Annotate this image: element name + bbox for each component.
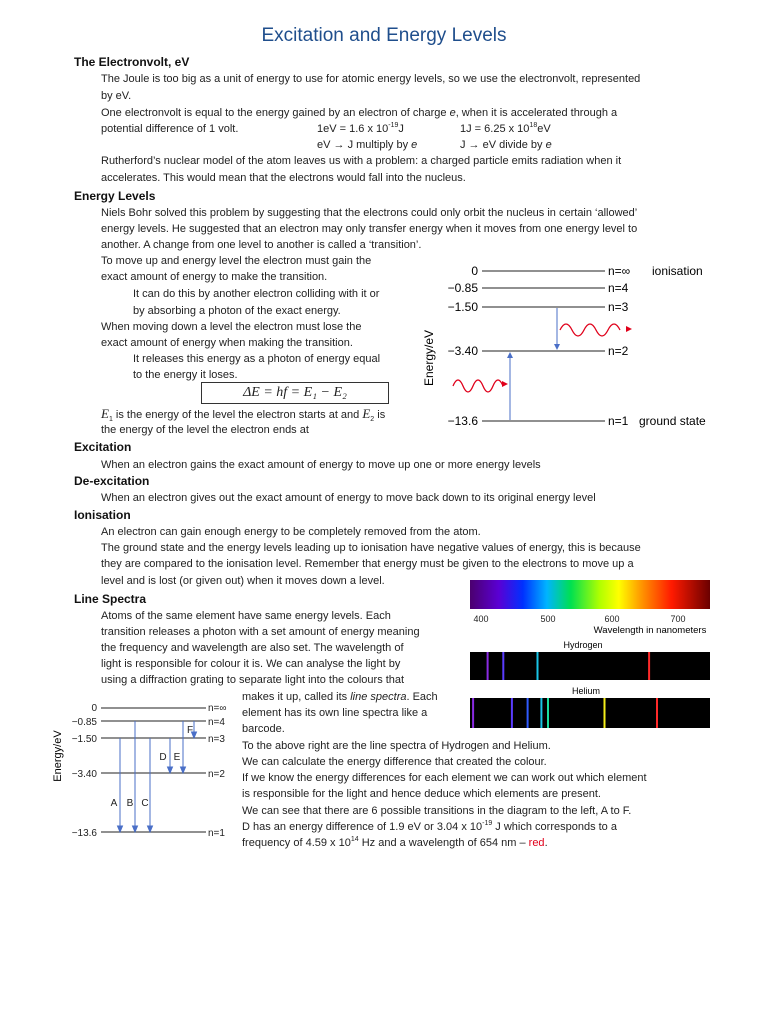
hydrogen-emission-line-486 bbox=[537, 652, 539, 680]
ls-line-8: barcode. bbox=[242, 723, 285, 735]
el-line-3: another. A change from one level to another is called a ‘transition’. bbox=[101, 239, 422, 251]
ls-line-9: To the above right are the line spectra of Hydrogen and Helium. bbox=[242, 740, 551, 752]
diagram2-energy-3: −3.40 bbox=[71, 769, 97, 780]
ev-line-5: Rutherford’s nuclear model of the atom leaves us with a problem: a charged particle emits radiation when it bbox=[101, 155, 622, 167]
el-line-4: To move up and energy level the electron must gain the bbox=[101, 255, 372, 267]
ls-line-4: light is responsible for colour it is. We can analyse the light by bbox=[101, 658, 401, 670]
transition-b-head bbox=[133, 826, 138, 832]
transition-b-label: B bbox=[126, 798, 134, 809]
hydrogen-emission-line-410 bbox=[487, 652, 489, 680]
helium-emission-line-502 bbox=[547, 698, 549, 728]
diagram1-energy-3: −3.40 bbox=[447, 344, 478, 358]
ionisation-line-1: An electron can gain enough energy to be completely removed from the atom. bbox=[101, 526, 481, 538]
transition-e-label: E bbox=[173, 752, 181, 763]
hydrogen-emission-line-434 bbox=[502, 652, 504, 680]
heading-excitation: Excitation bbox=[74, 440, 132, 454]
emission-arrowhead bbox=[554, 344, 560, 350]
helium-emission-line-492 bbox=[540, 698, 542, 728]
transition-a-head bbox=[118, 826, 123, 832]
ls-line-2: transition releases a photon with a set amount of energy meaning bbox=[101, 626, 420, 638]
deexcitation-line-1: When an electron gives out the exact amount of energy to move back down to its original energy level bbox=[101, 492, 596, 504]
el-line-9: exact amount of energy when making the transition. bbox=[101, 337, 353, 349]
ev-line-1: The Joule is too big as a unit of energy to use for atomic energy levels, so we use the electronvolt, represented bbox=[101, 73, 641, 85]
absorbed-photon-arrowhead bbox=[502, 381, 508, 387]
emitted-photon-arrowhead bbox=[626, 326, 632, 332]
el-line-7: by absorbing a photon of the exact energy. bbox=[133, 305, 341, 317]
el-line-1: Niels Bohr solved this problem by suggesting that the electrons could only orbit the nucleus in certain ‘allowed’ bbox=[101, 207, 638, 219]
ls-line-6: makes it up, called its line spectra. Each bbox=[242, 691, 438, 703]
diagram1-note-ground: ground state bbox=[639, 414, 706, 428]
diagram1-energy-2: −1.50 bbox=[447, 300, 478, 314]
ls-line-3: the frequency and wavelength are also set. The wavelength of bbox=[101, 642, 404, 654]
diagram2-energy-0: 0 bbox=[91, 703, 97, 714]
el-line-10: It releases this energy as a photon of energy equal bbox=[133, 353, 381, 365]
transition-diagram bbox=[48, 698, 240, 848]
transition-d-head bbox=[168, 767, 173, 773]
diagram2-ylabel: Energy/eV bbox=[52, 730, 64, 782]
line-spectra-figure bbox=[466, 576, 716, 736]
helium-label: Helium bbox=[571, 686, 601, 696]
diagram2-n-3: n=3 bbox=[208, 734, 225, 745]
helium-emission-line-388 bbox=[472, 698, 474, 728]
el-line-5: exact amount of energy to make the transition. bbox=[101, 271, 328, 283]
helium-emission-line-471 bbox=[527, 698, 529, 728]
helium-emission-line-668 bbox=[656, 698, 658, 728]
helium-emission-line-588 bbox=[604, 698, 606, 728]
ls-line-15: frequency of 4.59 x $10^{14}$ Hz and a wavelength of 654 nm – red. bbox=[242, 836, 548, 849]
transition-f-label: F bbox=[186, 725, 194, 736]
absorbed-photon-wave bbox=[453, 380, 503, 392]
hydrogen-spectrum-bar bbox=[470, 652, 710, 680]
ev-conversion-2: 1J = 6.25 x $10^{18}eV$ bbox=[460, 122, 551, 135]
spectrum-axis-label: Wavelength in nanometers bbox=[593, 625, 707, 636]
diagram2-n-2: n=2 bbox=[208, 769, 225, 780]
heading-ionisation: Ionisation bbox=[74, 508, 131, 522]
ls-line-11: If we know the energy differences for each element we can work out which element bbox=[242, 772, 647, 784]
transition-a-label: A bbox=[110, 798, 118, 809]
emitted-photon-wave bbox=[560, 324, 620, 336]
diagram2-n-inf: n=∞ bbox=[208, 703, 227, 714]
ionisation-line-4: level and is lost (or given out) when it moves down a level. bbox=[101, 575, 385, 587]
heading-electronvolt: The Electronvolt, eV bbox=[74, 55, 190, 69]
diagram2-energy-2: −1.50 bbox=[71, 734, 97, 745]
diagram1-n-inf: n=∞ bbox=[608, 264, 631, 278]
ev-conversion-3: eV → J multiply by e bbox=[317, 139, 418, 151]
diagram2-energy-4: −13.6 bbox=[71, 828, 97, 839]
diagram1-n-2: n=2 bbox=[608, 344, 629, 358]
energy-formula-box: ΔE = hf = E₁ − E₂ bbox=[201, 382, 389, 404]
visible-spectrum-bar bbox=[470, 580, 710, 609]
diagram1-note-ionisation: ionisation bbox=[652, 264, 703, 278]
ev-line-3: One electronvolt is equal to the energy gained by an electron of charge e, when it is accelerated through a bbox=[101, 107, 618, 119]
ev-conversion-1: 1eV = 1.6 x $10^{-19}J$ bbox=[317, 122, 404, 135]
el-line-12: $E_1$ is the energy of the level the electron starts at and $E_2$ is bbox=[101, 406, 386, 424]
spectrum-tick-700: 700 bbox=[670, 614, 686, 624]
transition-c-label: C bbox=[141, 798, 149, 809]
absorption-arrowhead bbox=[507, 352, 513, 358]
heading-energy-levels: Energy Levels bbox=[74, 189, 156, 203]
spectrum-tick-400: 400 bbox=[473, 614, 489, 624]
ls-line-13: We can see that there are 6 possible transitions in the diagram to the left, A to F. bbox=[242, 805, 632, 817]
page-title: Excitation and Energy Levels bbox=[261, 25, 507, 46]
heading-line-spectra: Line Spectra bbox=[74, 592, 147, 606]
energy-level-diagram bbox=[420, 258, 740, 438]
diagram2-n-4: n=4 bbox=[208, 717, 225, 728]
diagram2-energy-1: −0.85 bbox=[71, 717, 97, 728]
heading-deexcitation: De-excitation bbox=[74, 474, 150, 488]
transition-c-head bbox=[148, 826, 153, 832]
ls-line-12: is responsible for the light and hence deduce which elements are present. bbox=[242, 788, 601, 800]
ev-line-2: by eV. bbox=[101, 90, 132, 102]
ls-line-1: Atoms of the same element have same energy levels. Each bbox=[101, 610, 391, 622]
ev-conversion-4: J → eV divide by e bbox=[460, 139, 552, 151]
ls-line-10: We can calculate the energy difference that created the colour. bbox=[242, 756, 547, 768]
diagram1-n-3: n=3 bbox=[608, 300, 629, 314]
ls-line-7: element has its own line spectra like a bbox=[242, 707, 428, 719]
el-line-2: energy levels. He suggested that an electron may only transfer energy when it moves from one energy level to bbox=[101, 223, 638, 235]
hydrogen-emission-line-656 bbox=[648, 652, 650, 680]
ev-line-6: accelerates. This would mean that the electrons would fall into the nucleus. bbox=[101, 172, 466, 184]
el-line-13: the energy of the level the electron ends at bbox=[101, 424, 309, 436]
diagram1-energy-1: −0.85 bbox=[447, 281, 478, 295]
transition-d-label: D bbox=[159, 752, 167, 763]
ionisation-line-3: they are compared to the ionisation level. Remember that energy must be given to the electrons to move up a bbox=[101, 558, 634, 570]
diagram2-n-1: n=1 bbox=[208, 828, 225, 839]
hydrogen-label: Hydrogen bbox=[563, 640, 603, 650]
el-line-11: to the energy it loses. bbox=[133, 369, 238, 381]
transition-e-head bbox=[181, 767, 186, 773]
ls-line-14: D has an energy difference of 1.9 eV or 3.04 x $10^{-19}$ J which corresponds to a bbox=[242, 820, 617, 833]
ls-line-5: using a diffraction grating to separate light into the colours that bbox=[101, 674, 405, 686]
diagram1-n-1: n=1 bbox=[608, 414, 629, 428]
el-line-6: It can do this by another electron colliding with it or bbox=[133, 288, 380, 300]
spectrum-tick-600: 600 bbox=[604, 614, 620, 624]
diagram1-ylabel: Energy/eV bbox=[422, 329, 436, 387]
ionisation-line-2: The ground state and the energy levels leading up to ionisation have negative values of energy, this is because bbox=[101, 542, 641, 554]
diagram1-energy-0: 0 bbox=[471, 264, 478, 278]
spectrum-tick-500: 500 bbox=[540, 614, 556, 624]
diagram1-energy-4: −13.6 bbox=[447, 414, 478, 428]
excitation-line-1: When an electron gains the exact amount of energy to move up one or more energy levels bbox=[101, 459, 541, 471]
el-line-8: When moving down a level the electron must lose the bbox=[101, 321, 362, 333]
helium-spectrum-bar bbox=[470, 698, 710, 728]
diagram1-n-4: n=4 bbox=[608, 281, 629, 295]
ev-line-4: potential difference of 1 volt. bbox=[101, 123, 239, 135]
helium-emission-line-447 bbox=[511, 698, 513, 728]
